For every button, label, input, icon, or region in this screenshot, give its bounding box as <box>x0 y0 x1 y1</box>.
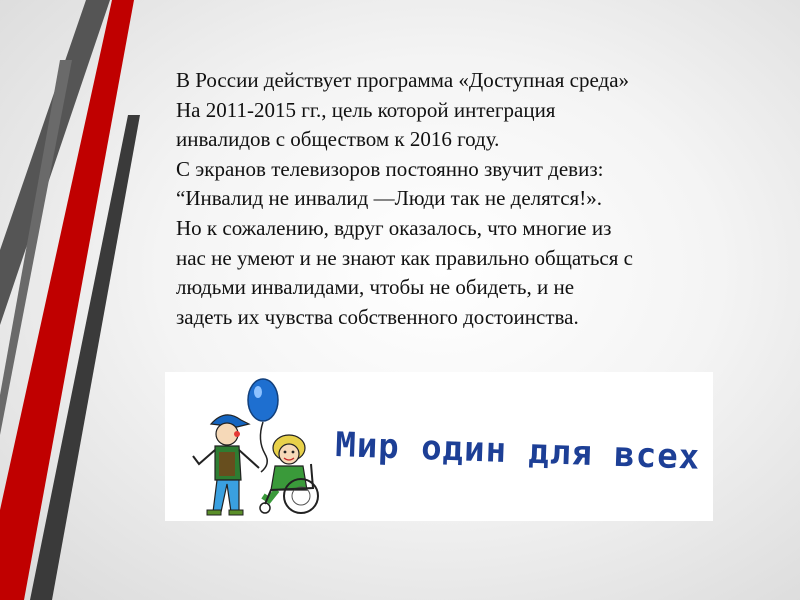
girl-in-wheelchair <box>260 435 318 513</box>
text-line-1: В России действует программа «Доступная среда» <box>176 68 630 92</box>
text-line-8: людьми инвалидами, чтобы не обидеть, и не <box>176 275 575 300</box>
illustration-drawing <box>165 372 713 521</box>
text-line-4: С экранов телевизоров постоянно звучит девиз: <box>176 156 604 181</box>
girl-face <box>279 444 299 464</box>
balloon-string <box>260 422 267 472</box>
text-line-9: задеть их чувства собственного достоинства. <box>176 304 579 329</box>
girl-eye-right <box>292 451 295 454</box>
text-line-2: На 2011-2015 гг., цель которой интеграция <box>176 97 556 122</box>
boy-shoe-right <box>229 510 243 515</box>
boy-vest-pattern <box>219 452 235 476</box>
wheelchair-front-wheel <box>260 503 270 513</box>
boy-arm-right <box>239 450 259 468</box>
boy-legs <box>213 480 239 512</box>
text-line-7: нас не умеют и не знают как правильно общаться с <box>176 245 633 270</box>
text-line-6: Но к сожалению, вдруг оказалось, что многие из <box>176 215 612 240</box>
girl-eye-left <box>284 451 287 454</box>
girl-dress <box>271 466 307 490</box>
text-line-5: “Инвалид не инвалид —Люди так не делятся!». <box>176 186 602 211</box>
boy-arm-left <box>193 450 215 464</box>
balloon-highlight <box>254 386 262 398</box>
boy-nose <box>234 431 240 437</box>
boy-shoe-left <box>207 510 221 515</box>
text-line-3: инвалидов с обществом к 2016 году. <box>176 127 500 152</box>
balloon-icon <box>248 379 278 421</box>
caption-text: Мир один для всех <box>334 425 701 478</box>
boy-figure <box>193 415 259 515</box>
illustration-world-for-all <box>165 372 713 521</box>
body-text <box>176 66 776 332</box>
